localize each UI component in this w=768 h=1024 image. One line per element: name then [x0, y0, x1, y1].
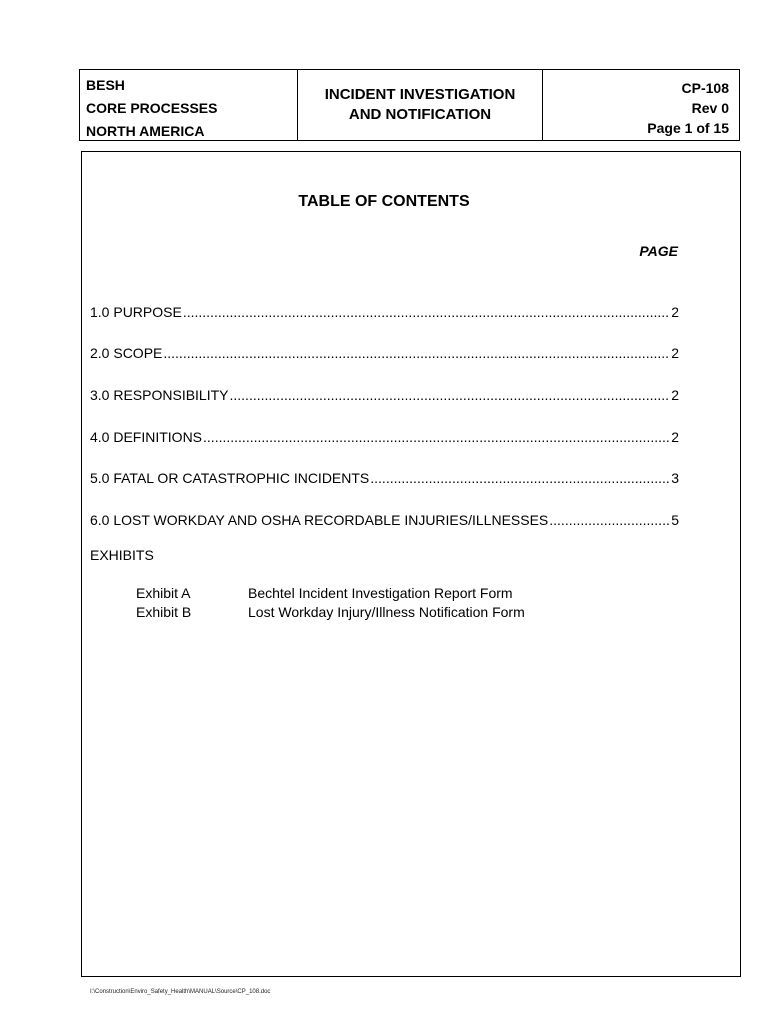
header-doc-number: CP-108: [681, 80, 729, 96]
header-page-count: Page 1 of 15: [647, 120, 729, 136]
toc-entry-title: 4.0 DEFINITIONS: [90, 429, 203, 445]
toc-entry[interactable]: [90, 511, 679, 529]
toc-entry[interactable]: [90, 469, 679, 487]
footer-file-path: I:\Construction\Enviro_Safety_Health\MANUAL\Source\CP_108.doc: [90, 989, 271, 995]
exhibits-heading: EXHIBITS: [90, 547, 154, 563]
header-org-cell: [80, 70, 298, 140]
toc-dot-leader: [203, 428, 670, 446]
document-header: [79, 69, 740, 141]
toc-dot-leader: [370, 469, 670, 487]
exhibit-item[interactable]: [136, 585, 513, 601]
exhibit-id: Exhibit A: [136, 585, 191, 601]
exhibit-item[interactable]: [136, 604, 525, 620]
toc-dot-leader: [163, 344, 670, 362]
header-title-line: INCIDENT INVESTIGATION: [324, 86, 516, 103]
header-title-cell: [298, 70, 543, 140]
page-body-frame: [81, 151, 741, 977]
header-revision: Rev 0: [691, 100, 729, 116]
toc-entry-page: 5: [671, 512, 679, 528]
toc-dot-leader: [183, 303, 670, 321]
toc-entry-title: 5.0 FATAL OR CATASTROPHIC INCIDENTS: [90, 470, 370, 486]
header-docinfo-cell: [543, 70, 739, 140]
toc-entry-title: 3.0 RESPONSIBILITY: [90, 387, 229, 403]
toc-page-column-label: PAGE: [639, 243, 678, 259]
toc-entry-title: 6.0 LOST WORKDAY AND OSHA RECORDABLE INJURIES/ILLNESSES: [90, 512, 549, 528]
toc-dot-leader: [549, 511, 670, 529]
exhibit-id: Exhibit B: [136, 604, 192, 620]
exhibit-title: Bechtel Incident Investigation Report Form: [248, 585, 513, 601]
toc-entry-page: 3: [671, 470, 679, 486]
toc-entry[interactable]: [90, 428, 679, 446]
toc-dot-leader: [230, 386, 671, 404]
header-org-line: CORE PROCESSES: [86, 100, 218, 116]
toc-entry[interactable]: [90, 386, 679, 404]
toc-entry-title: 2.0 SCOPE: [90, 345, 163, 361]
header-org-line: BESH: [86, 77, 125, 93]
toc-entry[interactable]: [90, 344, 679, 362]
header-title-line: AND NOTIFICATION: [348, 106, 492, 123]
toc-entry-page: 2: [671, 304, 679, 320]
toc-entry-page: 2: [671, 387, 679, 403]
toc-entry-page: 2: [671, 429, 679, 445]
header-org-line: NORTH AMERICA: [86, 123, 205, 139]
toc-title: TABLE OF CONTENTS: [298, 193, 470, 210]
toc-entry-page: 2: [671, 345, 679, 361]
exhibit-title: Lost Workday Injury/Illness Notification Form: [248, 604, 525, 620]
toc-entry-title: 1.0 PURPOSE: [90, 304, 182, 320]
toc-entry[interactable]: [90, 303, 679, 321]
